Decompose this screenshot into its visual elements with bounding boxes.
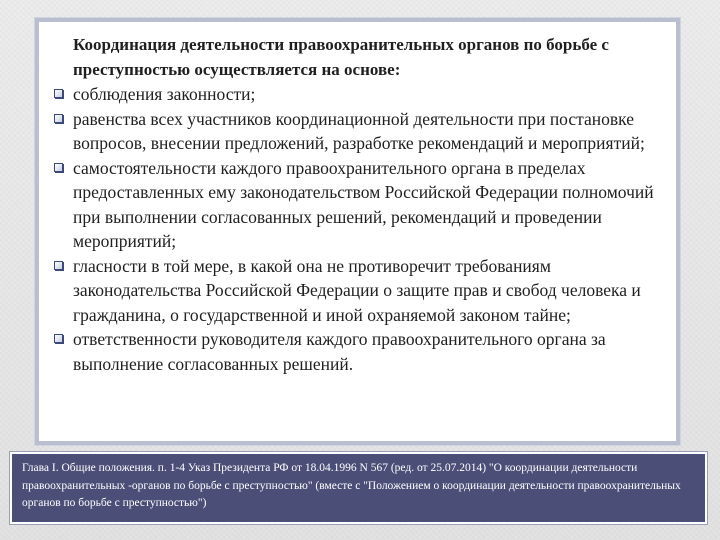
list-item	[53, 82, 673, 107]
source-citation: Глава I. Общие положения. п. 1-4 Указ Президента РФ от 18.04.1996 N 567 (ред. от 25.07.2014) "О координации деятельности правоохранительных -органов по борьбе с преступностью" (вместе с "Положением о координации деятельности правоохранительных органов по борьбе с преступностью")	[22, 462, 681, 509]
square-bullet-icon	[54, 163, 63, 172]
list-item	[53, 156, 673, 254]
list-item-text: гласности в той мере, в какой она не противоречит требованиям законодательства Российской Федерации о защите прав и свобод человека и гражданина, о государственной и иной охраняемой законом тайне;	[73, 255, 641, 325]
square-bullet-icon	[54, 261, 63, 270]
list-item-text: соблюдения законности;	[73, 84, 256, 104]
principles-list	[53, 82, 673, 376]
list-item-text: самостоятельности каждого правоохранительного органа в пределах предоставленных ему законодательством Российской Федерации полномочий при выполнении согласованных решений, рекомендаций и проведении мероприятий;	[73, 157, 654, 251]
square-bullet-icon	[54, 114, 63, 123]
slide-heading: Координация деятельности правоохранительных органов по борьбе с преступностью осуществляется на основе:	[73, 35, 609, 79]
square-bullet-icon	[54, 334, 63, 343]
source-footer	[10, 452, 707, 524]
list-item	[53, 327, 673, 376]
list-item-text: равенства всех участников координационной деятельности при постановке вопросов, внесении предложений, разработке рекомендаций и мероприятий;	[73, 108, 645, 153]
list-item	[53, 107, 673, 156]
list-item-text: ответственности руководителя каждого правоохранительного органа за выполнение согласованных решений.	[73, 329, 606, 374]
square-bullet-icon	[54, 89, 63, 98]
main-text-panel	[35, 18, 680, 445]
list-item	[53, 254, 673, 328]
